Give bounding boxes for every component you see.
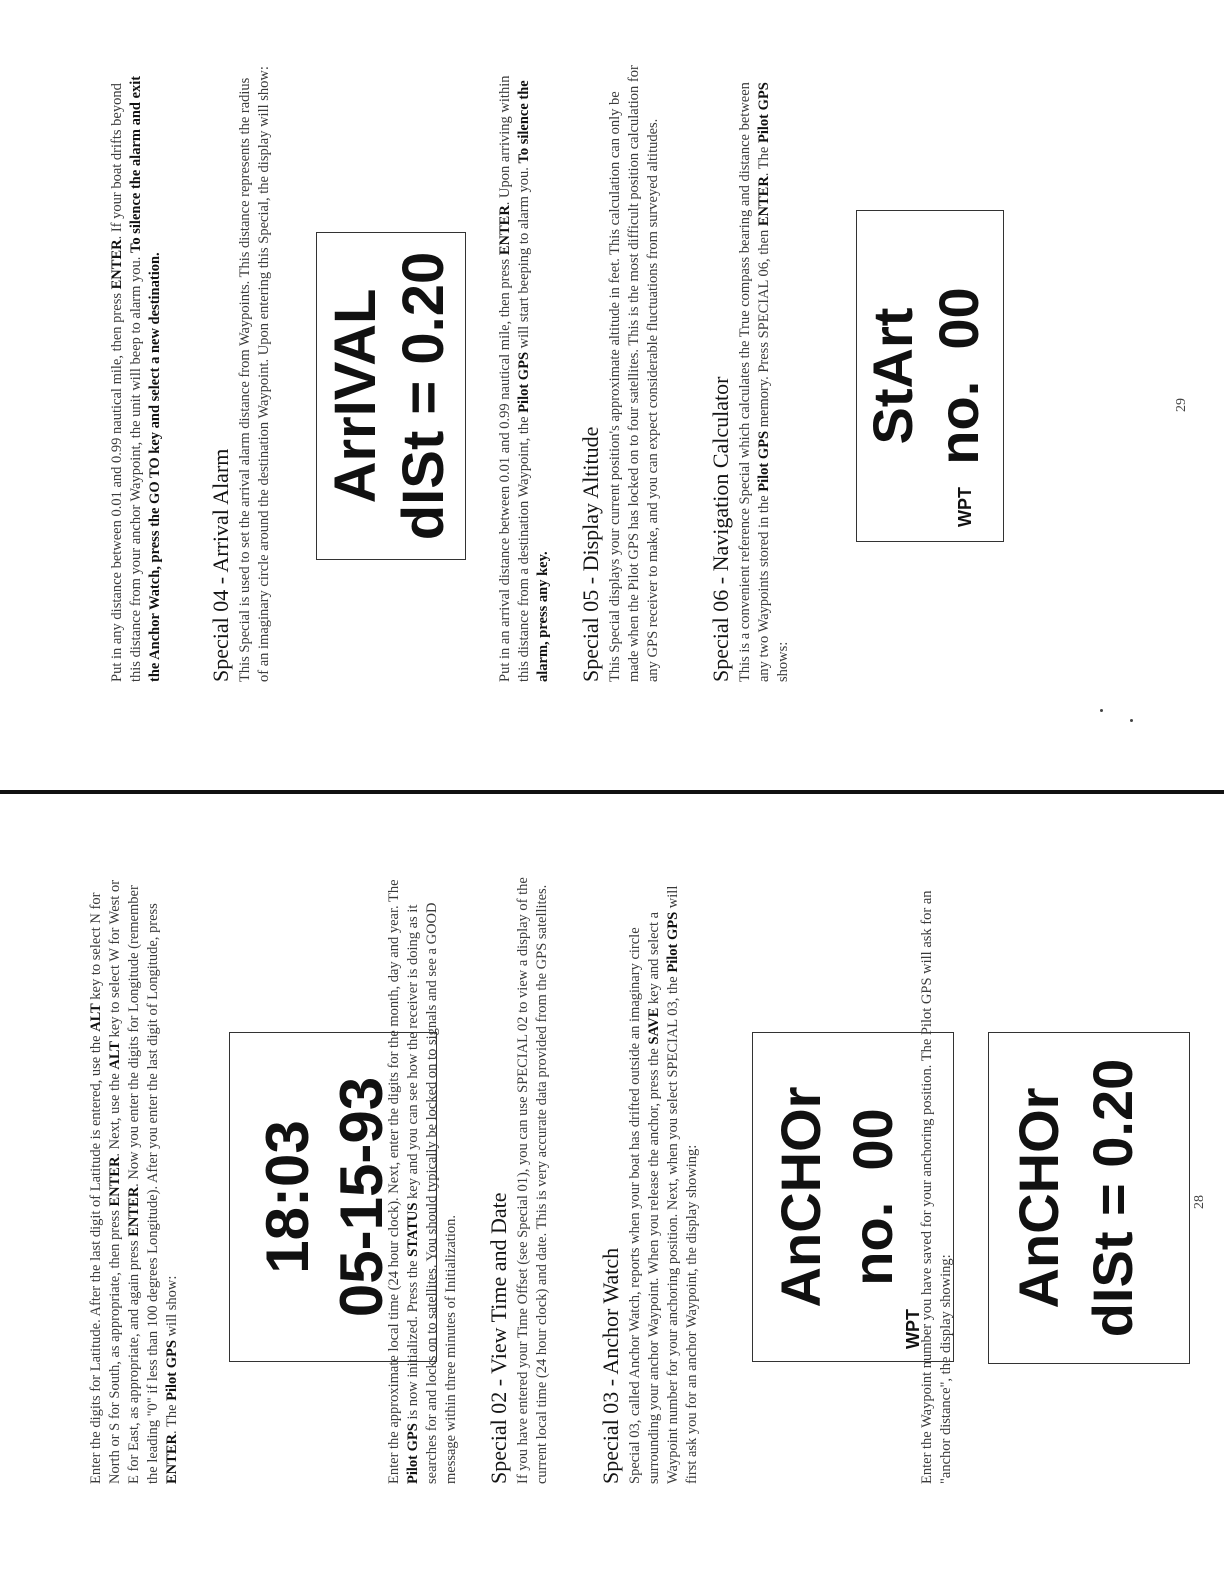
wpt-label: WPT: [955, 487, 975, 527]
text-run: . Next, use the: [107, 1069, 123, 1157]
text-run: will show:: [164, 1275, 180, 1341]
special04-body: This Special is used to set the arrival alarm distance from Waypoints. This distance represents the radius of an imaginary circle around the destination Waypoint. Upon entering this Special, the display will show:: [237, 66, 272, 682]
text-run: Special 03, called Anchor Watch, reports when your boat has drifted outside an imaginary circle surrounding your anchor Waypoint. When you release the anchor, press the: [627, 927, 662, 1484]
display-time-value: 18:03: [254, 1120, 321, 1274]
anchor-title: AnCHOr: [769, 1086, 832, 1308]
bold-text: ENTER: [164, 1434, 180, 1484]
text-run: . Now you enter the digits for Longitude (remember the leading "0" if less than 100 degrees Longitude). After you enter the last digit of Longitude, press: [126, 885, 161, 1484]
bold-text: ALT: [88, 1003, 104, 1032]
text-run: Put in any distance between 0.01 and 0.99 nautical mile, then press: [109, 289, 125, 682]
lcd-display-arrival: [316, 232, 466, 560]
anchor-waypoint-number: no. 00: [841, 1108, 904, 1286]
text-run: will start beeping to alarm you.: [516, 163, 532, 352]
bold-text: Pilot GPS: [756, 430, 772, 492]
page-number-29: 29: [1174, 398, 1189, 412]
text-run: key to select W for West or E for East, as appropriate, and again press: [107, 879, 142, 1484]
bold-text: Pilot GPS: [665, 911, 681, 973]
special02-heading: Special 02 - View Time and Date: [486, 1192, 511, 1484]
text-run: . The: [164, 1400, 180, 1435]
special04-heading: Special 04 - Arrival Alarm: [208, 448, 233, 682]
text-run: is now initialized. Press the: [405, 1256, 421, 1424]
page-number-28: 28: [1192, 1195, 1207, 1209]
text-run: Put in an arrival distance between 0.01 and 0.99 nautical mile, then press: [497, 255, 513, 682]
text-run: memory. Press SPECIAL 06, then: [756, 226, 772, 431]
special06-body: [736, 62, 793, 682]
bold-text: Pilot GPS: [516, 351, 532, 413]
bold-text: ENTER: [109, 239, 125, 290]
bold-text: ENTER: [497, 205, 513, 256]
text-run: Enter the digits for Latitude. After the last digit of Latitude is entered, use the: [88, 1031, 104, 1484]
special03-heading: Special 03 - Anchor Watch: [598, 1247, 623, 1484]
text-run: . The: [756, 143, 772, 177]
text-run: key to select N for North or S for South, as appropriate, then press: [88, 892, 123, 1484]
text-run: This is a convenient reference Special which calculates the True compass bearing and distance between any two Waypoints stored in the: [737, 82, 772, 682]
page-28: [0, 792, 1224, 1584]
text-run: . If your boat drifts beyond this distance from your anchor Waypoint, the unit will beep to alarm you.: [109, 83, 144, 682]
text-run: key and you can see how the receiver is doing as it searches for and locks on to satellites. You should typically be locked on to signals and see a GOOD message within three minutes of Initialization.: [405, 902, 459, 1484]
put-in-distance-paragraph: [108, 62, 165, 682]
text-run: key and select a Waypoint number for your anchoring position. Next, when you select SPECIAL 03, the: [646, 911, 681, 1484]
anchor-dist-title: AnCHOr: [1007, 1087, 1070, 1309]
special03-body: [626, 874, 702, 1484]
arrival-dist-value: dISt = 0.20: [391, 251, 456, 541]
bold-text: To silence the alarm, press any key.: [516, 80, 551, 682]
scan-dot: [1100, 709, 1103, 712]
special06-heading: Special 06 - Navigation Calculator: [708, 376, 733, 682]
anchor-distance-paragraph: Enter the Waypoint number you have saved for your anchoring position. The Pilot GPS will ask for an "anchor distance", the display showing:: [919, 890, 954, 1484]
bold-text: ENTER: [126, 1186, 142, 1237]
start-title: StArt: [861, 307, 924, 445]
display-date-value: 05-15-93: [328, 1076, 395, 1318]
bold-text: ENTER: [756, 176, 772, 227]
special02-body: If you have entered your Time Offset (see Special 01), you can use SPECIAL 02 to view a display of the current local time (24 hour clock) and date. This is very accurate data provided from the GPS satellites.: [515, 877, 550, 1484]
time-entry-paragraph: [385, 874, 461, 1484]
text-run: will first ask you for an anchor Waypoint, the display showing:: [665, 885, 700, 1484]
wpt-label: WPT: [903, 1309, 923, 1349]
text-run: shows:: [775, 641, 791, 682]
anchor-dist-value: dISt = 0.20: [1081, 1058, 1144, 1338]
special05-body: This Special displays your current position's approximate altitude in feet. This calculation can only be made when the Pilot GPS has locked on to four satellites. This is the most difficult position calculation for any GPS receiver to make, and you can expect considerable fluctuations from surveyed altitudes.: [607, 65, 661, 682]
bold-text: Pilot GPS: [164, 1340, 180, 1401]
text-run: Enter the approximate local time (24 hour clock). Next, enter the digits for the month, day and year. The: [386, 879, 402, 1484]
arrival-title: ArrIVAL: [323, 288, 388, 504]
lcd-display-anchor-distance: [988, 1032, 1190, 1364]
bold-text: To silence the alarm and exit the Anchor Watch, press the GO TO key and select a new destination.: [128, 75, 163, 682]
bold-text: ENTER: [107, 1156, 123, 1207]
start-waypoint-number: no. 00: [927, 287, 990, 465]
bold-text: Pilot GPS: [405, 1423, 421, 1484]
intro-paragraph: [87, 874, 182, 1484]
bold-text: Pilot GPS: [756, 82, 772, 144]
arrival-distance-paragraph: [496, 62, 553, 682]
text-run: . Upon arriving within this distance from a destination Waypoint, the: [497, 75, 532, 682]
lcd-display-start: [856, 210, 1004, 542]
bold-text: ALT: [107, 1041, 123, 1070]
bold-text: STATUS: [405, 1202, 421, 1257]
special05-heading: Special 05 - Display Altitude: [578, 426, 603, 682]
scan-dot: [1130, 719, 1133, 722]
bold-text: SAVE: [646, 1007, 662, 1045]
